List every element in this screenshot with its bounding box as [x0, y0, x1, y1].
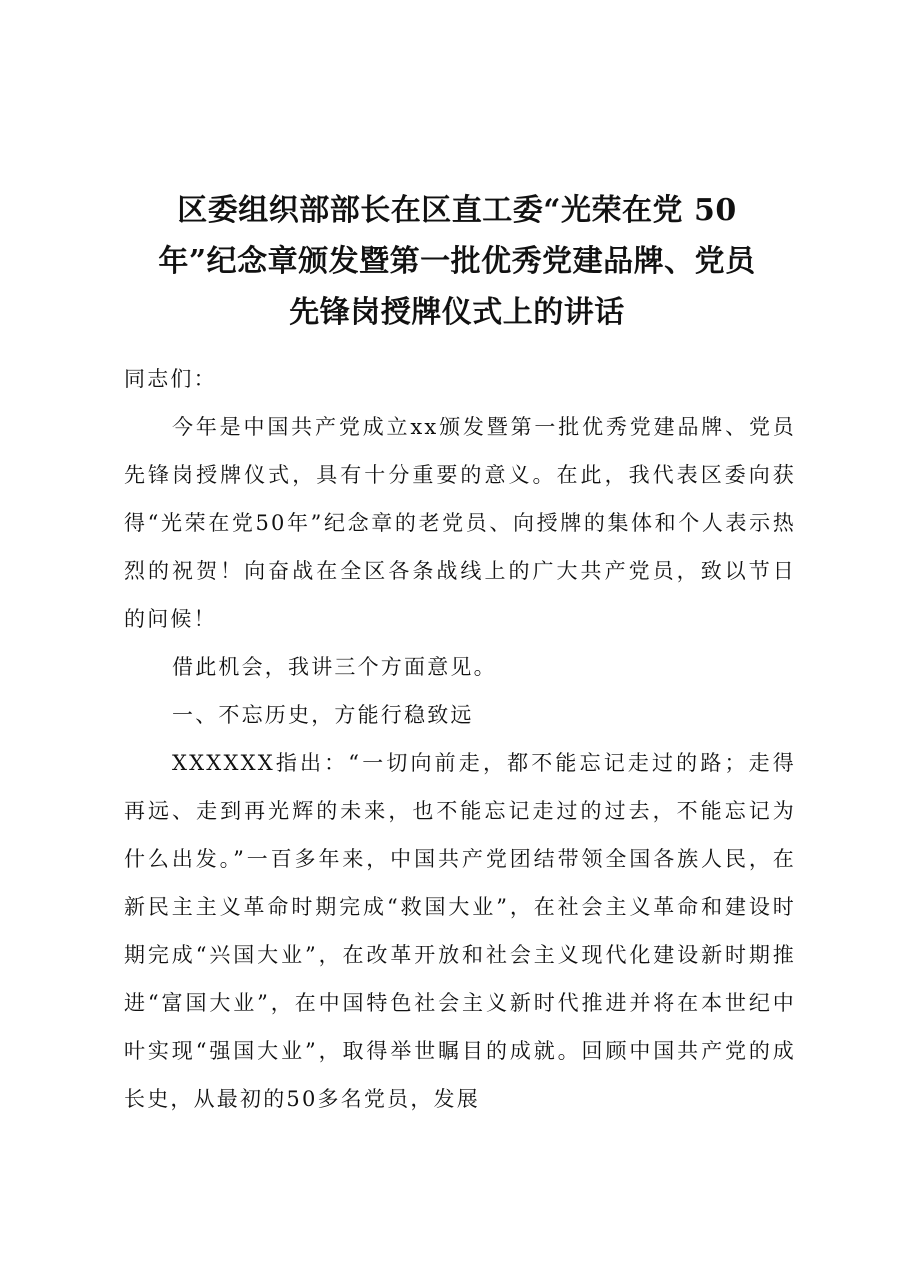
paragraph-transition: 借此机会，我讲三个方面意见。 [172, 655, 497, 679]
document-title [118, 185, 796, 338]
title-line-2: 年”纪念章颁发暨第一批优秀党建品牌、党员 [158, 244, 756, 279]
paragraph-opening: 今年是中国共产党成立xx颁发暨第一批优秀党建品牌、党员先锋岗授牌仪式，具有十分重要的意义。在此，我代表区委向获得“光荣在党50年”纪念章的老党员、向授牌的集体和个人表示热烈的祝贺！向奋战在全区各条战线上的广大共产党员，致以节日的问候！ [124, 415, 796, 631]
document-body [124, 355, 796, 1123]
title-line-1: 区委组织部部长在区直工委“光荣在党 50 [177, 193, 737, 228]
title-line-3: 先锋岗授牌仪式上的讲话 [289, 295, 625, 330]
salutation: 同志们： [124, 367, 217, 391]
paragraph-history: XXXXXX指出：“一切向前走，都不能忘记走过的路；走得再远、走到再光辉的未来，也不能忘记走过的过去，不能忘记为什么出发。”一百多年来，中国共产党团结带领全国各族人民，在新民主主义革命时期完成“救国大业”，在社会主义革命和建设时期完成“兴国大业”，在改革开放和社会主义现代化建设新时期推进“富国大业”，在中国特色社会主义新时代推进并将在本世纪中叶实现“强国大业”，取得举世瞩目的成就。回顾中国共产党的成长史，从最初的50多名党员，发展 [124, 751, 796, 1111]
section-heading-1: 一、不忘历史，方能行稳致远 [172, 703, 474, 727]
